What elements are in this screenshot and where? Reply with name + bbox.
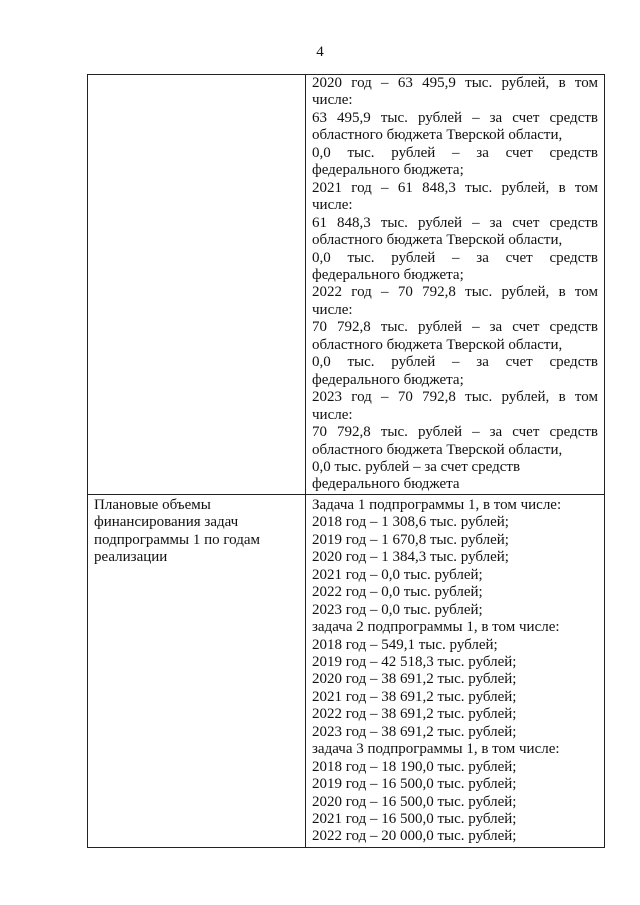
row2-value-line: 2019 год – 16 500,0 тыс. рублей; [312, 776, 517, 793]
row2-value-lines [312, 497, 598, 846]
row1-value-line: числе: [312, 197, 353, 214]
row1-value-line: областного бюджета Тверской области, [312, 336, 563, 353]
row2-value-line: Задача 1 подпрограммы 1, в том числе: [312, 496, 562, 513]
row2-value-line: 2018 год – 549,1 тыс. рублей; [312, 636, 498, 653]
row2-value-line: 2021 год – 16 500,0 тыс. рублей; [312, 811, 517, 828]
row2-value-line: 2023 год – 38 691,2 тыс. рублей; [312, 723, 517, 740]
row1-value-line: числе: [312, 301, 353, 318]
row2-value-line: 2021 год – 38 691,2 тыс. рублей; [312, 688, 517, 705]
row1-value-line: областного бюджета Тверской области, [312, 232, 563, 249]
row1-value-line: областного бюджета Тверской области, [312, 127, 563, 144]
row1-value-line: 70 792,8 тыс. рублей – за счет средств [312, 319, 598, 336]
row2-value-line: 2020 год – 38 691,2 тыс. рублей; [312, 671, 517, 688]
row2-value-line: 2018 год – 18 190,0 тыс. рублей; [312, 758, 517, 775]
row1-value-line: 63 495,9 тыс. рублей – за счет средств [312, 109, 598, 126]
row1-value-line: 0,0 тыс. рублей – за счет средств [312, 144, 598, 161]
budget-table [87, 74, 605, 848]
row2-label-lines [94, 497, 301, 567]
row2-label-line: финансирования задач [94, 514, 239, 531]
row1-value-line: федерального бюджета; [312, 371, 464, 388]
row1-value-cell [306, 75, 605, 495]
row2-value-line: 2019 год – 1 670,8 тыс. рублей; [312, 531, 509, 548]
row1-value-line: 2020 год – 63 495,9 тыс. рублей, в том [312, 75, 598, 91]
table-row-task-financing [88, 494, 605, 847]
row1-value-line: 70 792,8 тыс. рублей – за счет средств [312, 424, 598, 441]
page-number: 4 [316, 44, 324, 60]
row1-value-line: федерального бюджета; [312, 162, 464, 179]
row2-value-line: 2022 год – 0,0 тыс. рублей; [312, 584, 483, 601]
row2-label-line: подпрограммы 1 по годам [94, 531, 261, 548]
row1-value-line: 2022 год – 70 792,8 тыс. рублей, в том [312, 284, 598, 301]
row2-value-cell [306, 494, 605, 847]
row1-value-line: федерального бюджета [312, 476, 460, 493]
row1-value-line: 61 848,3 тыс. рублей – за счет средств [312, 214, 598, 231]
row2-value-line: 2020 год – 16 500,0 тыс. рублей; [312, 793, 517, 810]
row2-label-cell [88, 494, 306, 847]
row2-value-line: 2020 год – 1 384,3 тыс. рублей; [312, 549, 509, 566]
row1-value-line: 2023 год – 70 792,8 тыс. рублей, в том [312, 389, 598, 406]
row2-label-line: Плановые объемы [94, 496, 211, 513]
row2-value-line: 2023 год – 0,0 тыс. рублей; [312, 601, 483, 618]
row1-value-line: 2021 год – 61 848,3 тыс. рублей, в том [312, 179, 598, 196]
row1-value-line: числе: [312, 92, 353, 109]
row2-value-line: 2022 год – 20 000,0 тыс. рублей; [312, 828, 517, 845]
row2-value-line: 2019 год – 42 518,3 тыс. рублей; [312, 653, 517, 670]
table-row-financing-continued [88, 75, 605, 495]
row2-value-line: задача 2 подпрограммы 1, в том числе: [312, 619, 560, 636]
row1-value-line: 0,0 тыс. рублей – за счет средств [312, 354, 598, 371]
row1-value-line: федерального бюджета; [312, 266, 464, 283]
row2-value-line: задача 3 подпрограммы 1, в том числе: [312, 741, 560, 758]
row1-value-line: числе: [312, 406, 353, 423]
row2-label-line: реализации [94, 549, 168, 566]
row1-label-cell [88, 75, 306, 495]
row1-value-line: 0,0 тыс. рублей – за счет средств [312, 458, 521, 475]
row1-value-lines [312, 75, 598, 494]
row2-value-line: 2021 год – 0,0 тыс. рублей; [312, 566, 483, 583]
row2-value-line: 2022 год – 38 691,2 тыс. рублей; [312, 706, 517, 723]
row1-value-line: областного бюджета Тверской области, [312, 441, 563, 458]
row2-value-line: 2018 год – 1 308,6 тыс. рублей; [312, 514, 509, 531]
row1-value-line: 0,0 тыс. рублей – за счет средств [312, 249, 598, 266]
